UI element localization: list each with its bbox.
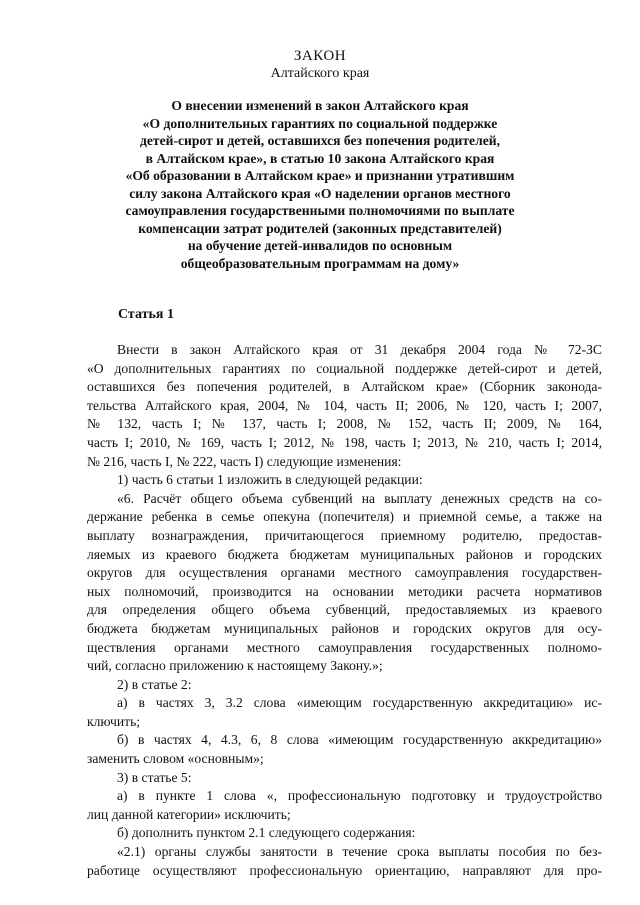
body-line: ных полномочий, производится на основании методики расчета нормативов xyxy=(87,583,602,599)
body-line: «О дополнительных гарантиях по социальной поддержке детей-сирот и детей, xyxy=(87,360,602,376)
title-line: «Об образовании в Алтайском крае» и признании утратившим xyxy=(125,168,515,183)
title-line: силу закона Алтайского края «О наделении органов местного xyxy=(129,185,511,201)
body-line: ществления органами местного самоуправления государственных полномо- xyxy=(87,639,602,655)
body-line: ляемых из краевого бюджета бюджетам муниципальных районов и городских xyxy=(87,546,602,562)
body-line: заменить словом «основным»; xyxy=(87,751,264,767)
title-line: детей-сирот и детей, оставшихся без попечения родителей, xyxy=(140,133,500,148)
body-line: оставшихся без попечения родителей, в Алтайском крае» (Сборник законода- xyxy=(87,379,602,395)
body-line: бюджета бюджетам муниципальных районов и городских округов для осу- xyxy=(87,620,602,636)
body-line: округов для осуществления органами местного самоуправления государствен- xyxy=(87,565,602,581)
body-line: выплату вознаграждения, причитающегося приемному родителю, предостав- xyxy=(87,527,602,543)
region-name: Алтайского края xyxy=(270,66,370,81)
body-line: 2) в статье 2: xyxy=(117,676,192,692)
body-line: а) в пункте 1 слова «, профессиональную подготовку и трудоустройство xyxy=(117,788,602,804)
body-line: а) в частях 3, 3.2 слова «имеющим государственную аккредитацию» ис- xyxy=(117,695,602,711)
body-line: Внести в закон Алтайского края от 31 декабря 2004 года № 72-ЗС xyxy=(117,342,602,357)
body-line: лиц данной категории» исключить; xyxy=(87,806,291,822)
article-heading: Статья 1 xyxy=(118,307,174,322)
title-line: самоуправления государственными полномочиями по выплате xyxy=(125,203,515,218)
title-line: О внесении изменений в закон Алтайского края xyxy=(171,98,469,113)
body-line: № 216, часть I, № 222, часть I) следующие изменения: xyxy=(87,453,402,469)
body-line: б) в частях 4, 4.3, 6, 8 слова «имеющим государственную аккредитацию» xyxy=(117,732,602,748)
title-line: общеобразовательным программам на дому» xyxy=(180,255,460,271)
body-line: часть I; 2010, № 169, часть I; 2012, № 198, часть I; 2013, № 210, часть I; 2014, xyxy=(87,434,602,450)
title-line: в Алтайском крае», в статью 10 закона Алтайского края xyxy=(145,150,495,166)
title-line: компенсации затрат родителей (законных представителей) xyxy=(138,220,502,236)
body-line: работице осуществляют профессиональную ориентацию, направляют для про- xyxy=(87,862,602,878)
body-line: держание ребенка в семье опекуна (попечителя) и приемной семье, а также на xyxy=(87,509,602,525)
body-line: «2.1) органы службы занятости в течение срока выплаты пособия по без- xyxy=(117,844,602,860)
body-line: б) дополнить пунктом 2.1 следующего содержания: xyxy=(117,825,416,841)
body-line: 3) в статье 5: xyxy=(117,769,192,785)
title-line: на обучение детей-инвалидов по основным xyxy=(187,238,453,253)
law-title xyxy=(95,97,545,272)
title-line: «О дополнительных гарантиях по социальной поддержке xyxy=(142,115,498,131)
body-line: тельства Алтайского края, 2004, № 104, часть II; 2006, № 120, часть I; 2007, xyxy=(87,397,602,413)
body-line: для определения общего объема субвенций, предоставляемых из краевого xyxy=(87,602,602,618)
body-line: чий, согласно приложению к настоящему Закону.»; xyxy=(87,658,383,674)
body-line: ключить; xyxy=(87,713,141,729)
article-body xyxy=(87,341,602,880)
body-line: «6. Расчёт общего объема субвенций на выплату денежных средств на со- xyxy=(117,490,602,506)
law-heading: ЗАКОН xyxy=(293,48,347,64)
body-line: № 132, часть I; № 137, часть I; 2008, № 152, часть II; 2009, № 164, xyxy=(87,416,602,432)
body-line: 1) часть 6 статьи 1 изложить в следующей редакции: xyxy=(117,472,423,488)
